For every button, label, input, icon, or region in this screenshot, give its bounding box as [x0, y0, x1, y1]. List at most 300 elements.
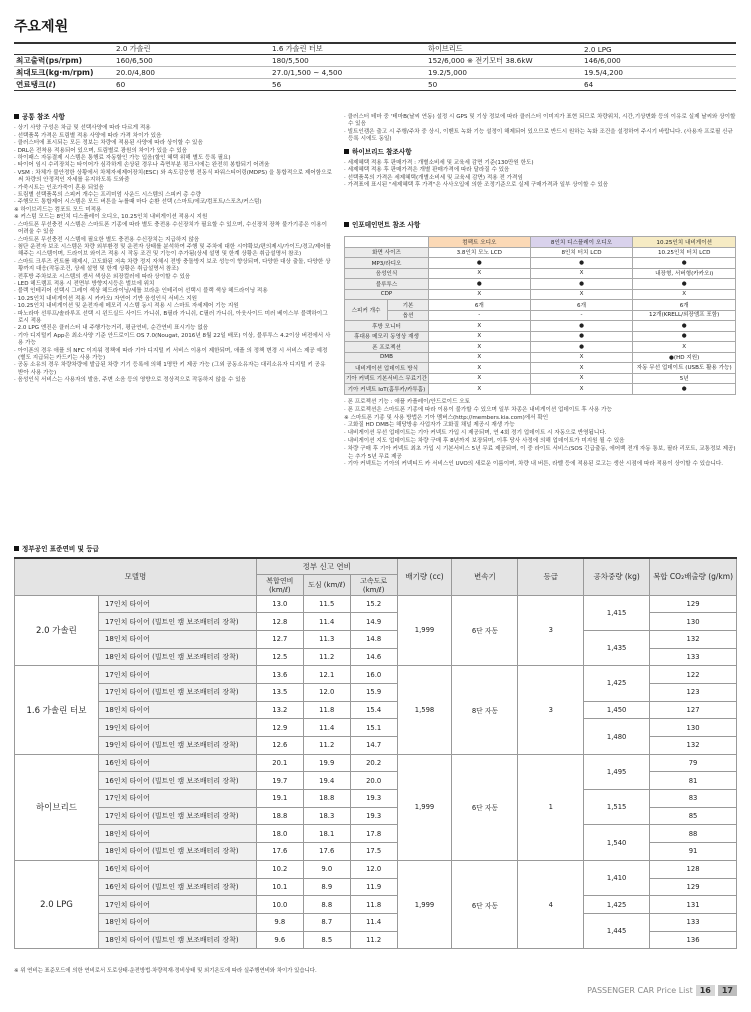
fuel-col-efficiency: 정부 신고 연비: [256, 558, 397, 574]
fuel-model-name: 16인치 타이어 (빌트인 캠 보조배터리 장착): [98, 878, 256, 896]
fuel-model-group: 1.6 가솔린 터보: [15, 666, 99, 754]
info-row: [345, 300, 736, 311]
fuel-co2: 79: [650, 754, 737, 772]
fuel-model-name: 17인치 타이어 (빌트인 캠 보조배터리 장착): [98, 807, 256, 825]
note-item: · 선택품목 가격은 트림별 적용 사양에 따라 가격 차이가 있음: [14, 133, 332, 140]
info-row: [345, 258, 736, 269]
fuel-city: 12.0: [303, 683, 350, 701]
info-cell: ●: [530, 258, 633, 269]
info-row-label: 옵션: [388, 310, 429, 321]
info-row-label: 휴대용 메모리 동영상 재생: [345, 331, 429, 342]
fuel-highway: 17.5: [350, 843, 397, 861]
info-row-label: DMB: [345, 352, 429, 363]
fuel-highway: 19.3: [350, 790, 397, 808]
note-item: · 세제혜택 적용 후 판매가격은 개별 판매가격에 따라 달라질 수 있음: [344, 167, 736, 174]
info-cell: X: [429, 268, 531, 279]
info-cell: -: [530, 310, 633, 321]
info-cell: ●(HD 지원): [633, 352, 736, 363]
info-row: [345, 373, 736, 384]
fuel-model-name: 16인치 타이어 (빌트인 캠 보조배터리 장착): [98, 772, 256, 790]
note-item: · 10.25인치 내비게이션 및 운전자세 메모리 시스템 동시 적용 시 스마트 자세제어 기능 지원: [14, 303, 332, 310]
infotainment-heading: 인포테인먼트 참조 사항: [344, 222, 420, 229]
note-item: · 트림별 선택품목의 스피커 개수는 프리미엄 사운드 시스템의 스피커 총 수량: [14, 192, 332, 199]
fuel-co2: 91: [650, 843, 737, 861]
fuel-highway: 14.6: [350, 648, 397, 666]
fuel-footnote: ※ 위 연비는 표준모드에 의한 연비로서 도로상태·운전방법·차량적재·정비상태 및 외기온도에 따라 실주행연비와 차이가 있습니다.: [14, 968, 317, 974]
info-cell: 12개(KRELL/외장앰프 포함): [633, 310, 736, 321]
note-item: · 고화질 HD DMB는 해당방송 사업자가 고화질 채널 제공시 재생 가능: [344, 422, 736, 430]
fuel-city: 12.1: [303, 666, 350, 684]
fuel-combined: 19.7: [256, 772, 303, 790]
note-item: · 파노라마 선루프/솔라루프 선택 시 윈드실드 사이드 가니쉬, B필라 가니쉬, C필러 가니쉬, 아웃사이드 미러 베이스부 블랙하이그로시 적용: [14, 311, 332, 326]
info-cell: -: [429, 310, 531, 321]
fuel-model-name: 17인치 타이어: [98, 896, 256, 914]
note-item: · 가죽시트는 인조가죽이 혼용 되었음: [14, 185, 332, 192]
fuel-co2: 127: [650, 701, 737, 719]
fuel-highway: 20.2: [350, 754, 397, 772]
note-item: · 주행모드 통합제어 시스템은 모드 버튼을 누를때 마다 순환 선택 (스마트/에코/컴포트/스포츠/커스텀): [14, 199, 332, 206]
fuel-model-name: 17인치 타이어: [98, 790, 256, 808]
spec-cell: 50: [426, 79, 582, 91]
note-item: · VSM : 차체가 불안정한 상황에서 차체자세제어장치(ESC) 와 속도감응형 전동식 파워스티어링(MDPS) 을 통합적으로 제어함으로써 차량의 안정적인 자세를 유지하도록 도와줌: [14, 170, 332, 185]
fuel-model-name: 17인치 타이어: [98, 595, 256, 613]
fuel-highway: 15.1: [350, 719, 397, 737]
spec-header: 하이브리드: [426, 43, 582, 55]
fuel-combined: 13.0: [256, 595, 303, 613]
fuel-highway: 15.9: [350, 683, 397, 701]
fuel-city: 17.6: [303, 843, 350, 861]
fuel-model-name: 18인치 타이어 (빌트인 캠 보조배터리 장착): [98, 843, 256, 861]
info-row-label: 후방 모니터: [345, 321, 429, 332]
info-row-label: MP3/라디오: [345, 258, 429, 269]
fuel-weight: 1,425: [584, 896, 650, 914]
info-cell: X: [530, 373, 633, 384]
note-item: · 첨단 운전자 보조 시스템은 차량 외부환경 및 운전자 상태를 분석하여 주행 및 주차에 대한 시야확보/편의제시/가이드/경고/제어를 해주는 시스템이며, 드라이브 와이즈 적용 시 작동 조건 및 기능이 추가됨(상세 설명 및 한계 상황은 취급설명서 참조): [14, 244, 332, 259]
page-footer: [587, 985, 737, 996]
fuel-weight: 1,435: [584, 630, 650, 665]
fuel-row: [15, 630, 737, 648]
info-col-compact-audio: 컴팩트 오디오: [429, 237, 531, 248]
info-row-label: 기아 커넥트 IoT(홈투카/카투홈): [345, 384, 429, 395]
fuel-combined: 10.1: [256, 878, 303, 896]
info-cell: X: [530, 352, 633, 363]
fuel-combined: 10.0: [256, 896, 303, 914]
info-row: [345, 352, 736, 363]
info-cell: 6개: [633, 300, 736, 311]
info-row-label: 음성인식: [345, 268, 429, 279]
fuel-weight: 1,425: [584, 666, 650, 701]
infotainment-table: [344, 236, 736, 395]
fuel-combined: 12.7: [256, 630, 303, 648]
common-heading: 공통 참조 사항: [14, 114, 332, 121]
info-cell: X: [633, 342, 736, 353]
fuel-displacement: 1,999: [397, 754, 452, 860]
info-row-label: 기아 커넥트 기본서비스 무료기간: [345, 373, 429, 384]
fuel-highway: 15.2: [350, 595, 397, 613]
info-col-display-audio: 8인치 디스플레이 오디오: [530, 237, 633, 248]
info-row: [345, 247, 736, 258]
note-item: · 클러스터에 표시되는 모든 정보는 차량에 적용된 사양에 따라 상이할 수 있음: [14, 140, 332, 147]
fuel-transmission: 6단 자동: [452, 595, 518, 666]
info-row-label: 기본: [388, 300, 429, 311]
info-col-navigation: 10.25인치 내비게이션: [633, 237, 736, 248]
fuel-displacement: 1,999: [397, 860, 452, 948]
spec-row-label: 최고출력(ps/rpm): [14, 55, 114, 67]
info-cell: ●: [530, 321, 633, 332]
note-item: · 선택품목의 가격은 세제혜택(개별소비세 및 교육세 감면) 적용 전 가격임: [344, 175, 736, 182]
infotainment-notes: [344, 399, 736, 469]
spec-cell: 27.0/1,500 ~ 4,500: [270, 67, 426, 79]
fuel-row: [15, 595, 737, 613]
info-cell: X: [429, 384, 531, 395]
fuel-model-group: 2.0 LPG: [15, 860, 99, 948]
fuel-row: [15, 790, 737, 808]
fuel-grade: 3: [518, 666, 584, 754]
note-item: · 폰 프로젝션 기능 : 애플 카플레이/안드로이드 오토: [344, 399, 736, 407]
spec-header: 2.0 가솔린: [114, 43, 270, 55]
fuel-heading-wrap: [14, 546, 99, 557]
fuel-model-name: 18인치 타이어: [98, 701, 256, 719]
fuel-highway: 20.0: [350, 772, 397, 790]
fuel-city: 11.8: [303, 701, 350, 719]
page-title: 주요제원: [14, 19, 69, 35]
fuel-col-city: 도심 (km/ℓ): [303, 574, 350, 595]
fuel-combined: 9.8: [256, 913, 303, 931]
info-cell: 5년: [633, 373, 736, 384]
fuel-combined: 13.2: [256, 701, 303, 719]
fuel-col-highway: 고속도로 (km/ℓ): [350, 574, 397, 595]
fuel-co2: 136: [650, 931, 737, 949]
info-row-label: 폰 프로젝션: [345, 342, 429, 353]
note-item: · 하이패스 자동결제 시스템은 통행료 자동할인 가능 입음(할인 혜택 위해 별도 등록 필요): [14, 155, 332, 162]
fuel-highway: 11.2: [350, 931, 397, 949]
fuel-co2: 130: [650, 719, 737, 737]
fuel-model-name: 16인치 타이어: [98, 754, 256, 772]
note-item: · 가격표에 표시된 "세제혜택 후 가격"은 사사오입에 의한 조정기준으로 실제 구매가격과 일부 상이할 수 있음: [344, 182, 736, 189]
info-row: [345, 321, 736, 332]
fuel-grade: 4: [518, 860, 584, 948]
fuel-row: [15, 913, 737, 931]
spec-header: 2.0 LPG: [582, 43, 736, 55]
spec-cell: 20.0/4,800: [114, 67, 270, 79]
fuel-city: 11.3: [303, 630, 350, 648]
fuel-highway: 14.9: [350, 613, 397, 631]
note-item: · 음성인식 서비스는 사용자의 발음, 주변 소음 등의 영향으로 정상적으로 작동하지 않을 수 있음: [14, 377, 332, 384]
page-number-left: 16: [696, 985, 715, 996]
info-cell: X: [429, 321, 531, 332]
fuel-col-transmission: 변속기: [452, 558, 518, 595]
spec-row: [14, 67, 736, 79]
info-cell: X: [429, 373, 531, 384]
info-cell: ●: [429, 258, 531, 269]
info-cell: X: [429, 352, 531, 363]
fuel-city: 19.9: [303, 754, 350, 772]
info-row-label: 내비게이션 업데이트 방식: [345, 363, 429, 374]
fuel-city: 8.5: [303, 931, 350, 949]
fuel-weight: 1,410: [584, 860, 650, 895]
fuel-weight: 1,515: [584, 790, 650, 825]
fuel-grade: 3: [518, 595, 584, 666]
fuel-model-name: 18인치 타이어: [98, 825, 256, 843]
fuel-combined: 13.5: [256, 683, 303, 701]
note-item: · 10.25인치 내비게이션 적용 시 카카오i 자연어 기반 음성인식 서비스 지원: [14, 296, 332, 303]
info-cell: X: [530, 384, 633, 395]
fuel-model-name: 19인치 타이어 (빌트인 캠 보조배터리 장착): [98, 737, 256, 755]
fuel-col-combined: 복합연비 (km/ℓ): [256, 574, 303, 595]
info-cell: ●: [429, 279, 531, 290]
fuel-grade: 1: [518, 754, 584, 860]
info-cell: X: [530, 268, 633, 279]
fuel-co2: 122: [650, 666, 737, 684]
info-cell: X: [530, 289, 633, 300]
info-cell: X: [530, 363, 633, 374]
fuel-weight: 1,415: [584, 595, 650, 630]
info-row: [345, 331, 736, 342]
note-item: · 상기 사양 구성은 차급 및 선택사양에 따라 다르게 적용: [14, 125, 332, 132]
fuel-combined: 12.8: [256, 613, 303, 631]
fuel-col-co2: 복합 CO₂배출량 (g/km): [650, 558, 737, 595]
fuel-transmission: 6단 자동: [452, 860, 518, 948]
fuel-city: 19.4: [303, 772, 350, 790]
fuel-co2: 83: [650, 790, 737, 808]
info-cell: ●: [633, 331, 736, 342]
spec-cell: 56: [270, 79, 426, 91]
fuel-highway: 11.8: [350, 896, 397, 914]
footer-label: PASSENGER CAR Price List: [587, 986, 693, 995]
infotainment-heading-wrap: [344, 222, 420, 233]
spec-table: [14, 42, 736, 91]
fuel-highway: 19.3: [350, 807, 397, 825]
info-row-label: 블루투스: [345, 279, 429, 290]
right-notes: [344, 114, 736, 190]
info-cell: X: [429, 289, 531, 300]
fuel-highway: 16.0: [350, 666, 397, 684]
spec-row: [14, 55, 736, 67]
fuel-combined: 12.5: [256, 648, 303, 666]
fuel-co2: 132: [650, 737, 737, 755]
info-cell: X: [633, 289, 736, 300]
spec-cell: 180/5,500: [270, 55, 426, 67]
note-item: · 아이폰의 경우 애플 의 NFC 이지워 정책에 따라 기아 디지털 키 서비스 이용이 제한되며, 애플 의 정책 변경 시 서비스 제공 예정(별도 지급되는 카드키는 사용 가능): [14, 348, 332, 363]
fuel-city: 8.8: [303, 896, 350, 914]
spec-cell: 146/6,000: [582, 55, 736, 67]
note-item: ※ 하이브리드는 컴포트 모드 미적용: [14, 206, 102, 213]
fuel-combined: 9.6: [256, 931, 303, 949]
fuel-displacement: 1,598: [397, 666, 452, 754]
common-notes: [14, 114, 332, 385]
spec-cell: 19.2/5,000: [426, 67, 582, 79]
fuel-city: 8.7: [303, 913, 350, 931]
spec-row-label: 연료탱크(ℓ): [14, 79, 114, 91]
note-item: · 차량 구매 후 기아 커넥트 최초 가입 시 기본서비스 5년 무료 제공되며, 이 중 라이트 서비스(SOS 긴급출동, 에어백 전개 자동 통보, 필라 리포트, 교통정보 제공)는 추가 5년 무료 제공: [344, 446, 736, 462]
fuel-weight: 1,495: [584, 754, 650, 789]
fuel-model-name: 19인치 타이어: [98, 719, 256, 737]
fuel-heading: 정부공인 표준연비 및 등급: [14, 546, 99, 553]
fuel-city: 11.2: [303, 737, 350, 755]
fuel-city: 11.4: [303, 613, 350, 631]
fuel-combined: 12.9: [256, 719, 303, 737]
fuel-combined: 18.8: [256, 807, 303, 825]
info-cell: 자동 무선 업데이트 (USB도 활용 가능): [633, 363, 736, 374]
note-item: · 공동 소유의 경우 차량차량에 발급된 차량 기기 등록에 의해 1명만 키 제공 가능 (그외 공동소유자는 대리소유자 디지털 키 공유 받아 사용 가능): [14, 362, 332, 377]
info-cell: X: [429, 331, 531, 342]
fuel-model-name: 18인치 타이어: [98, 913, 256, 931]
note-item: · 기아 커넥트는 기아의 커넥티드 카 서비스인 UVO의 새로운 이름이며, 차량 내 버튼, 라벨 등에 적용된 로고는 생산 시점에 따라 적용이 상이할 수 있습니다.: [344, 461, 736, 469]
fuel-row: [15, 896, 737, 914]
note-item: · LED 헤드램프 적용 시 전면부 방향지시등은 벌브에 위치: [14, 281, 332, 288]
fuel-col-displacement: 배기량 (cc): [397, 558, 452, 595]
info-row: [345, 342, 736, 353]
info-corner: [345, 237, 429, 248]
fuel-city: 11.4: [303, 719, 350, 737]
fuel-co2: 81: [650, 772, 737, 790]
fuel-model-name: 18인치 타이어 (빌트인 캠 보조배터리 장착): [98, 931, 256, 949]
spec-cell: 19.5/4,200: [582, 67, 736, 79]
note-item: · 스마트폰 무선충전 시스템에 필요한 별도 충전용 수신장치는 지급하지 않음: [14, 237, 332, 244]
info-row: [345, 289, 736, 300]
note-item: ※ 스마트폰 기종 및 사용 방법은 기아 멤버스(http://members.kia.com)에서 확인: [344, 414, 549, 421]
fuel-city: 9.0: [303, 860, 350, 878]
fuel-weight: 1,445: [584, 913, 650, 948]
fuel-model-name: 18인치 타이어: [98, 630, 256, 648]
fuel-highway: 14.7: [350, 737, 397, 755]
fuel-combined: 18.0: [256, 825, 303, 843]
fuel-row: [15, 666, 737, 684]
fuel-col-grade: 등급: [518, 558, 584, 595]
fuel-co2: 132: [650, 630, 737, 648]
fuel-highway: 17.8: [350, 825, 397, 843]
fuel-model-group: 하이브리드: [15, 754, 99, 860]
note-item: · 스마트 크루즈 컨트롤 해제시, 고도화된 저속 차량 정지 자체시 전방 충돌방지 보조 성능이 향상되며, 다양한 대상 출돌, 다양한 상황까지 대응(작동조건, 상세 설명 및 한계 상황은 취급설명서 참조): [14, 259, 332, 274]
note-item: · 타이어 임시 수리장치는 타이어가 심각하게 손상된 경우나 측면부분 펑크시에는 완전히 봉합되기 어려움: [14, 162, 332, 169]
spec-header: [14, 43, 114, 55]
note-item: · 세제혜택 적용 후 판매가격 : 개별소비세 및 교육세 감면 기준(130만원 한도): [344, 160, 736, 167]
info-cell: 3.8인치 모노 LCD: [429, 247, 531, 258]
spec-header: 1.6 가솔린 터보: [270, 43, 426, 55]
fuel-transmission: 8단 자동: [452, 666, 518, 754]
fuel-city: 11.2: [303, 648, 350, 666]
fuel-co2: 129: [650, 878, 737, 896]
info-cell: ●: [633, 279, 736, 290]
spec-cell: 152/6,000 ※ 전기모터 38.6kW: [426, 55, 582, 67]
info-cell: X: [429, 342, 531, 353]
fuel-highway: 11.4: [350, 913, 397, 931]
fuel-col-weight: 공차중량 (kg): [584, 558, 650, 595]
fuel-highway: 11.9: [350, 878, 397, 896]
info-group-label: 스피커 개수: [345, 300, 388, 321]
info-cell: 내장형, 서버형(카카오i): [633, 268, 736, 279]
note-item: · 기아 디지털키 App은 최소사양 기준 안드로이드 OS 7.0(Nougat, 2016년 8월 22일 배포) 이상, 블루투스 4.2이상 버전에서 사용 가능: [14, 333, 332, 348]
fuel-weight: 1,480: [584, 719, 650, 754]
note-item: · 블랙 인테리어 선택시 그레이 색상 헤드라이닝/세틀 브라운 인테리어 선택시 블랙 색상 헤드라이닝 적용: [14, 288, 332, 295]
fuel-combined: 17.6: [256, 843, 303, 861]
fuel-co2: 123: [650, 683, 737, 701]
spec-cell: 64: [582, 79, 736, 91]
note-item: · 내비게이션 무선 업데이트는 기아 커넥트 가입 시 제공되며, 연 4회 정기 업데이트 시 자동으로 반영됩니다.: [344, 430, 736, 438]
fuel-model-name: 17인치 타이어 (빌트인 캠 보조배터리 장착): [98, 613, 256, 631]
info-cell: X: [429, 363, 531, 374]
note-item: · 클러스터 테마 중 '테마B(날씨 연동) 설정 시 GPS 및 기상 정보에 따라 클러스터 이미지가 표현 되므로 차량위치, 시간,기상변화 등의 이유로 실제 날씨와 상이할 수 있음: [344, 114, 736, 129]
spec-row-label: 최대토크(kg·m/rpm): [14, 67, 114, 79]
fuel-co2: 131: [650, 896, 737, 914]
fuel-row: [15, 825, 737, 843]
fuel-combined: 12.6: [256, 737, 303, 755]
note-item: · 전후방 주차보조 시스템의 센서 색상은 외장컬러에 따라 상이할 수 있음: [14, 274, 332, 281]
info-cell: 10.25인치 터치 LCD: [633, 247, 736, 258]
fuel-model-name: 16인치 타이어: [98, 860, 256, 878]
info-row-label: 화면 사이즈: [345, 247, 429, 258]
fuel-displacement: 1,999: [397, 595, 452, 666]
fuel-city: 18.8: [303, 790, 350, 808]
page-number-right: 17: [718, 985, 737, 996]
fuel-co2: 128: [650, 860, 737, 878]
hybrid-heading: 하이브리드 참조사항: [344, 149, 736, 156]
fuel-weight: 1,540: [584, 825, 650, 860]
fuel-row: [15, 860, 737, 878]
fuel-city: 8.9: [303, 878, 350, 896]
info-cell: ●: [530, 331, 633, 342]
fuel-highway: 12.0: [350, 860, 397, 878]
fuel-row: [15, 754, 737, 772]
fuel-highway: 14.8: [350, 630, 397, 648]
note-item: · 2.0 LPG 엔진은 클러스터 내 주행가능거리, 평균연비, 순간연비 표시기능 없음: [14, 325, 332, 332]
info-cell: 6개: [429, 300, 531, 311]
info-cell: 6개: [530, 300, 633, 311]
fuel-co2: 130: [650, 613, 737, 631]
fuel-col-model: 모델명: [15, 558, 257, 595]
fuel-city: 11.5: [303, 595, 350, 613]
fuel-row: [15, 701, 737, 719]
info-cell: 8인치 터치 LCD: [530, 247, 633, 258]
fuel-city: 18.3: [303, 807, 350, 825]
fuel-combined: 10.2: [256, 860, 303, 878]
note-item: · 폰 프로젝션은 스마트폰 기종에 따라 이용이 불가할 수 있으며 일부 차종은 내비게이션 업데이트 후 사용 가능: [344, 407, 736, 415]
fuel-model-name: 18인치 타이어 (빌트인 캠 보조배터리 장착): [98, 648, 256, 666]
info-row: [345, 310, 736, 321]
info-cell: ●: [530, 342, 633, 353]
note-item: · 스마트폰 무선충전 시스템은 스마트폰 기종에 따라 별도 충전용 수신장치가 필요할 수 있으며, 수신장치 장착 불가기종은 이용이 어려울 수 있음: [14, 222, 332, 237]
fuel-co2: 129: [650, 595, 737, 613]
fuel-model-group: 2.0 가솔린: [15, 595, 99, 666]
fuel-table: [14, 557, 737, 949]
info-row-label: CDP: [345, 289, 429, 300]
info-row: [345, 279, 736, 290]
fuel-combined: 20.1: [256, 754, 303, 772]
fuel-co2: 85: [650, 807, 737, 825]
fuel-weight: 1,450: [584, 701, 650, 719]
info-cell: ●: [633, 321, 736, 332]
fuel-city: 18.1: [303, 825, 350, 843]
fuel-combined: 13.6: [256, 666, 303, 684]
fuel-model-name: 17인치 타이어 (빌트인 캠 보조배터리 장착): [98, 683, 256, 701]
note-item: · DRL은 전착용 적용되어 있으며, 트림별로 광원의 차이가 있을 수 있음: [14, 148, 332, 155]
spec-cell: 160/6,500: [114, 55, 270, 67]
info-row: [345, 363, 736, 374]
info-row: [345, 384, 736, 395]
fuel-row: [15, 719, 737, 737]
info-cell: ●: [633, 384, 736, 395]
spec-cell: 60: [114, 79, 270, 91]
note-item: · 빌트인캠은 출고 시 주행/주차 중 상시, 이벤트 녹화 기능 설정이 해제되어 있으므로 반드시 원하는 녹화 조건을 설정하여 주시기 바랍니다. (사용자 프로필 신규 등록 시에도 동일): [344, 129, 736, 144]
fuel-co2: 88: [650, 825, 737, 843]
fuel-co2: 133: [650, 648, 737, 666]
info-row: [345, 268, 736, 279]
fuel-combined: 19.1: [256, 790, 303, 808]
fuel-model-name: 17인치 타이어: [98, 666, 256, 684]
info-cell: ●: [633, 258, 736, 269]
fuel-co2: 133: [650, 913, 737, 931]
spec-row: [14, 79, 736, 91]
